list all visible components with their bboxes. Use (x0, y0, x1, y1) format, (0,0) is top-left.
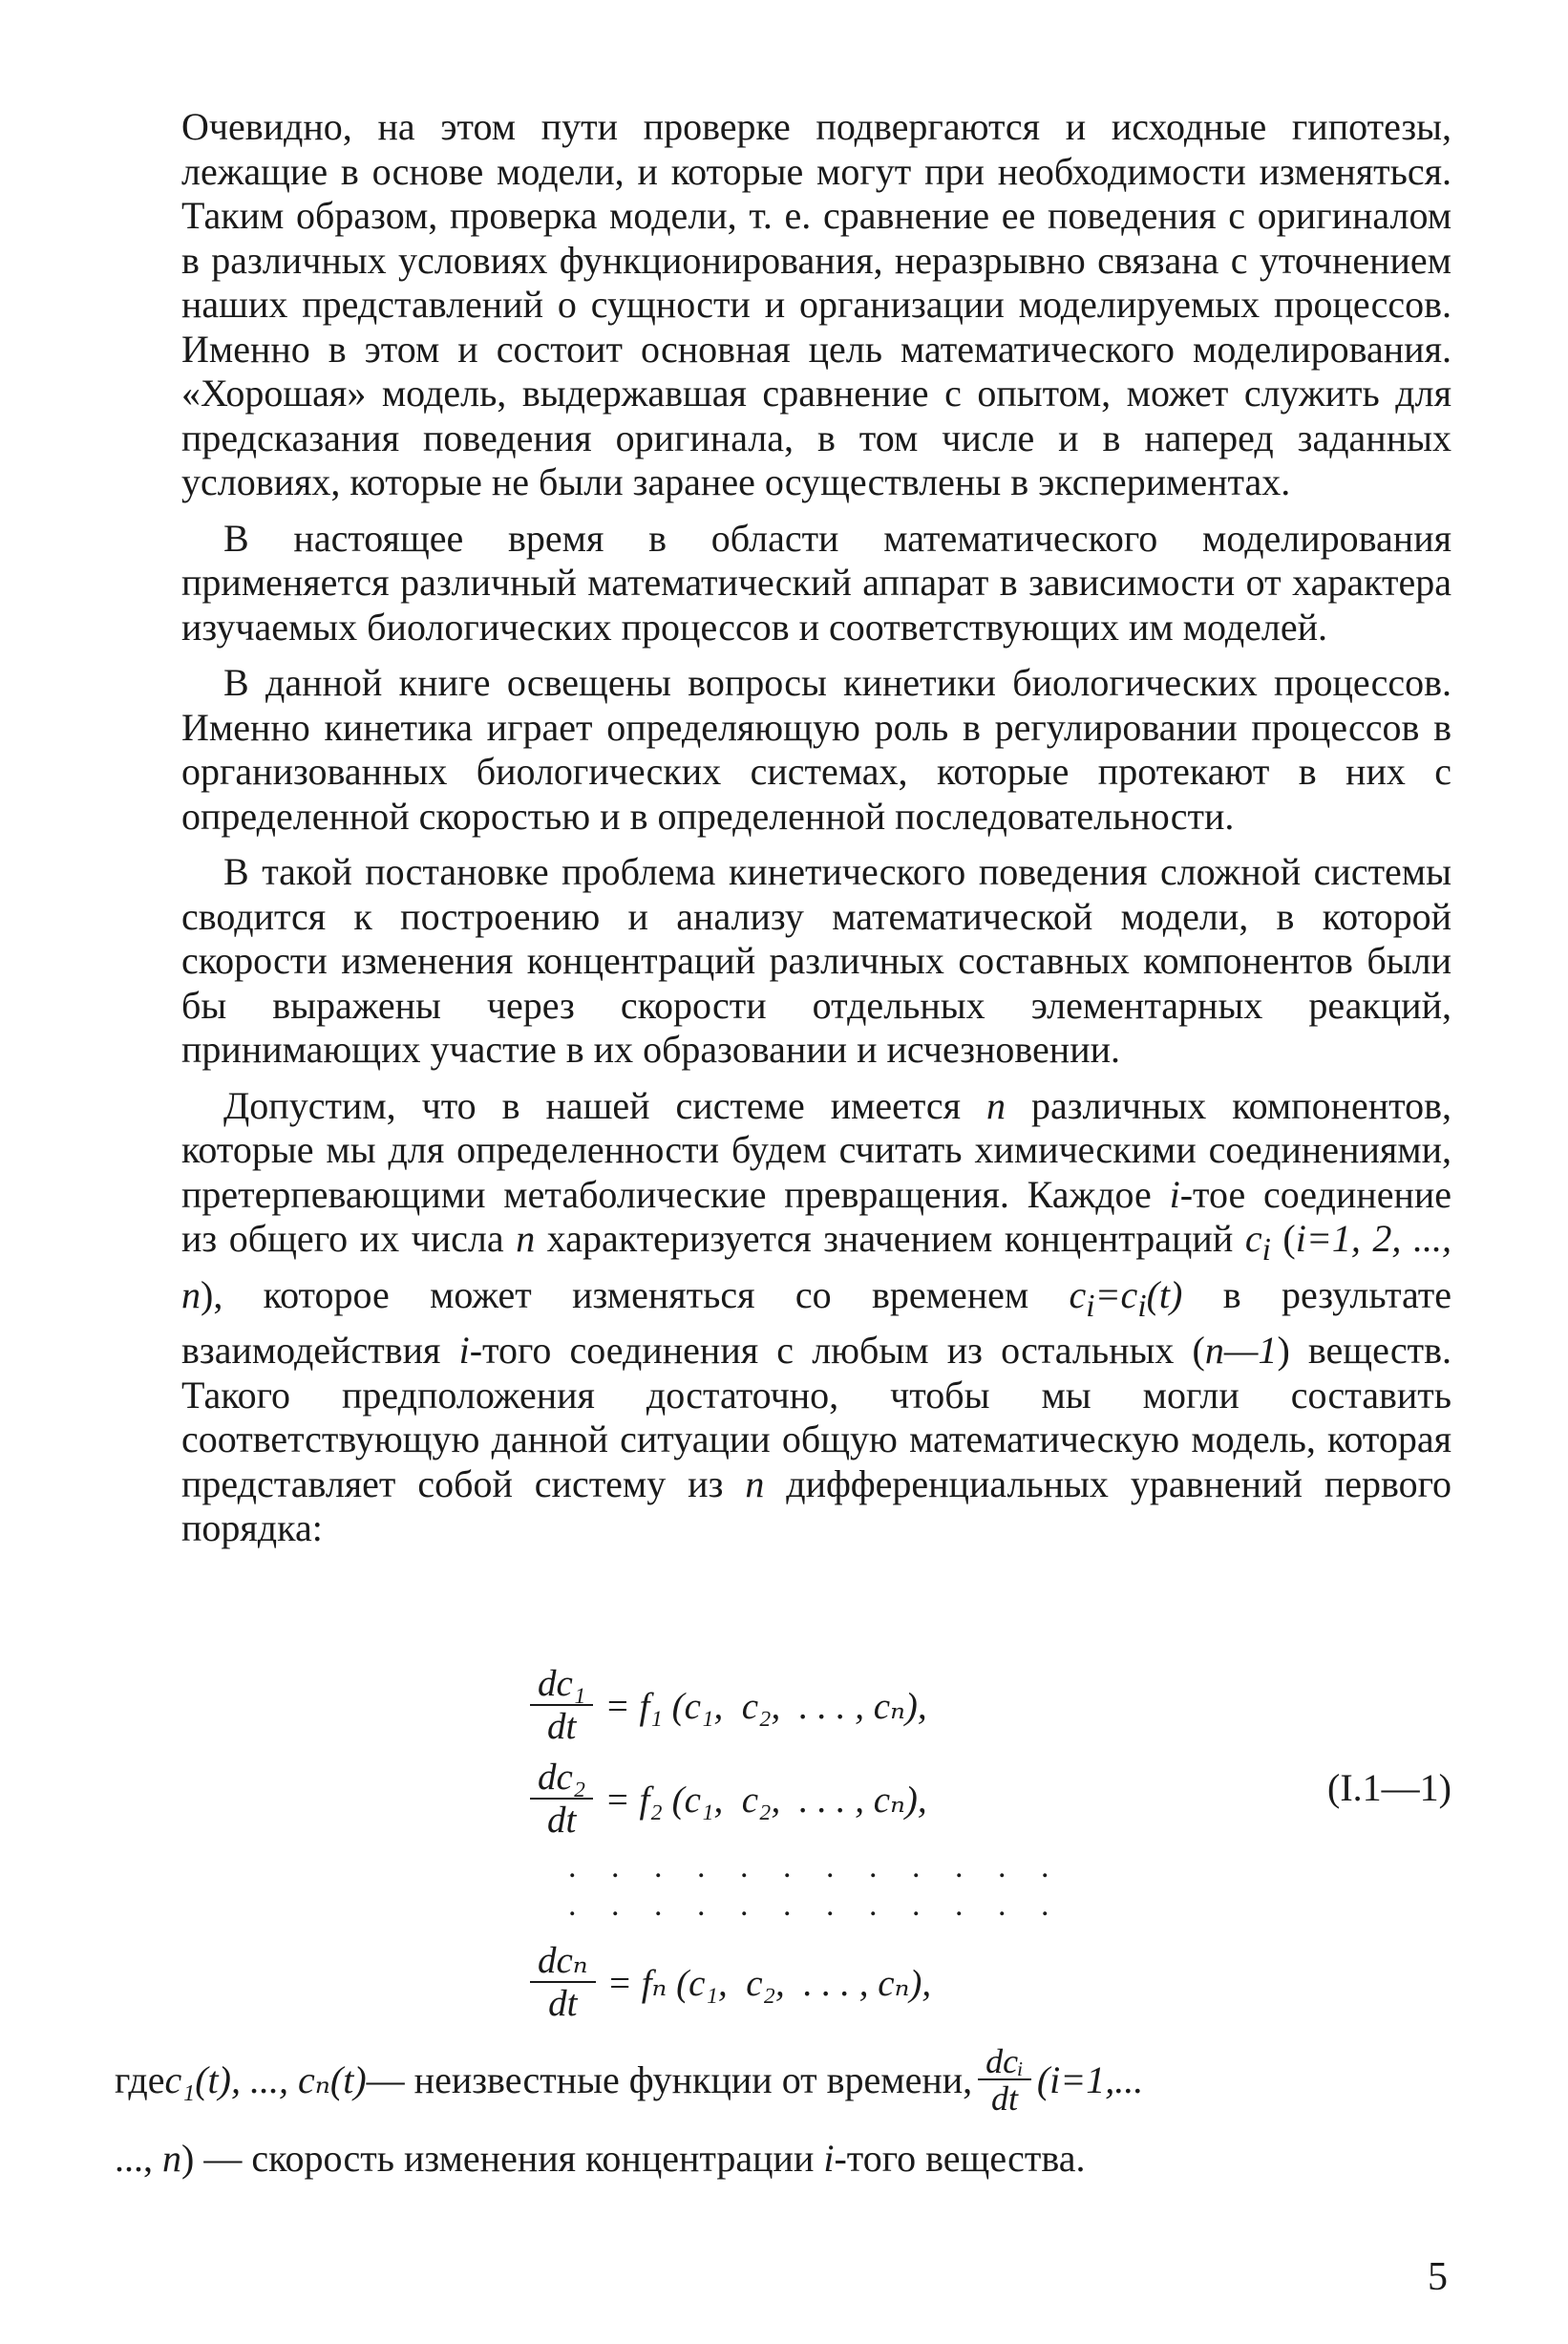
derivative-fraction (530, 1664, 593, 1748)
unknown-functions: c₁(t), ..., cₙ(t) (164, 2058, 367, 2101)
fraction-denominator: dt (991, 2079, 1019, 2118)
paragraph-4: В такой постановке проблема кинетического поведения сложной системы сводится к построению и анализу математической модели, в которой скорости изменения концентраций различных составных компонентов были бы выражены через скорости отдельных элементарных реакций, принимающих участие в их образовании и исчезновении. (181, 850, 1451, 1071)
body-text (181, 105, 1451, 1563)
p5-sub-i: i (1261, 1232, 1271, 1268)
where-tail: (i=1,... (1036, 2058, 1144, 2101)
fraction-denominator: dt (548, 1983, 578, 2024)
equation-rhs: = fₙ (c₁, c₂, . . . , cₙ), (606, 1962, 932, 2004)
equation-rhs: = f₂ (c₁, c₂, . . . , cₙ), (604, 1779, 927, 1821)
equation-rhs: = f₁ (c₁, c₂, . . . , cₙ), (604, 1685, 927, 1727)
p5-var-c: c (1244, 1217, 1262, 1260)
p5-text-7: в результате взаимодействия (181, 1272, 1451, 1372)
p5-text-10: дифференциальных уравнений первого порядка: (181, 1461, 1451, 1549)
p5-var-i: i (458, 1329, 470, 1372)
page-number: 5 (1428, 2255, 1448, 2299)
p5-range: i=1, 2, ..., n (181, 1217, 1452, 1316)
p5-text-6: ), которое может изменяться со временем (201, 1272, 1070, 1316)
fraction-numerator: dc₁ (530, 1664, 593, 1706)
p5-sub-i: i (1137, 1288, 1147, 1324)
where-middle: — неизвестные функции от времени, (366, 2058, 973, 2101)
p5-text-8: -того соединения с любым из остальных ( (469, 1329, 1205, 1372)
p5-text-2: различных компонентов, которые мы для определенности будем считать химическими соединениями, претерпевающими метаболические превращения. Каждое (181, 1083, 1451, 1216)
p5-var-c: c (1069, 1272, 1087, 1316)
derivative-fraction (978, 2044, 1031, 2117)
p5-sub-i: i (1086, 1288, 1095, 1324)
derivative-fraction (530, 1941, 596, 2025)
closing-var-i: i (823, 2137, 835, 2180)
p5-var-t: (t) (1146, 1272, 1183, 1316)
p5-text-5: ( (1270, 1217, 1296, 1260)
p5-var-n: n (516, 1217, 536, 1260)
ellipsis-row: . . . . . . . . . . . . (568, 1887, 1063, 1923)
p5-var-n: n (745, 1461, 765, 1505)
ellipsis-row: . . . . . . . . . . . . (568, 1849, 1063, 1885)
p5-text-9: ) веществ. Такого предположения достаточно, чтобы мы могли составить соответствующую данной ситуации общую математическую модель, которая представляет собой систему из (181, 1329, 1451, 1505)
where-prefix: где (115, 2058, 165, 2101)
closing-var-n: n (162, 2137, 181, 2180)
closing-start: ..., (115, 2137, 162, 2180)
equation-n (530, 1939, 931, 2027)
where-clause (115, 2044, 1451, 2117)
derivative-fraction (530, 1758, 593, 1842)
p5-n-minus-1: n—1 (1204, 1329, 1278, 1372)
fraction-denominator: dt (547, 1706, 577, 1747)
fraction-numerator: dc₂ (530, 1758, 593, 1800)
fraction-denominator: dt (547, 1800, 577, 1841)
p5-var-i: i (1169, 1172, 1180, 1216)
equation-1 (530, 1662, 927, 1750)
equation-system (530, 1662, 1451, 2035)
p5-text-1: Допустим, что в нашей системе имеется (223, 1083, 986, 1127)
paragraph-1: Очевидно, на этом пути проверке подвергаются и исходные гипотезы, лежащие в основе модели, и которые могут при необходимости изменяться. Таким образом, проверка модели, т. е. сравнение ее поведения с оригиналом в различных условиях функционирования, неразрывно связана с уточнением наших представлений о сущности и организации моделируемых процессов. Именно в этом и состоит основная цель математического моделирования. «Хорошая» модель, выдержавшая сравнение с опытом, может служить для предсказания поведения оригинала, в том числе и в наперед заданных условиях, которые не были заранее осуществлены в экспериментах. (181, 105, 1451, 503)
closing-rest: ) — скорость изменения концентрации (181, 2137, 824, 2180)
equation-label: (I.1—1) (1327, 1766, 1451, 1809)
p5-var-n: n (986, 1083, 1006, 1127)
fraction-numerator: dcₙ (530, 1941, 596, 1983)
paragraph-3: В данной книге освещены вопросы кинетики биологических процессов. Именно кинетика играет определяющую роль в регулировании процессов в организованных биологических системах, которые протекают в них с определенной скоростью и в определенной последовательности. (181, 661, 1451, 838)
closing-line (115, 2136, 1085, 2181)
paragraph-2: В настоящее время в области математического моделирования применяется различный математический аппарат в зависимости от характера изучаемых биологических процессов и соответствующих им моделей. (181, 516, 1451, 649)
p5-text-3: -тое соединение из общего их числа (181, 1172, 1452, 1260)
closing-end: -того вещества. (834, 2137, 1086, 2180)
equation-2 (530, 1756, 927, 1843)
p5-text-4: характеризуется значением концентраций (535, 1217, 1245, 1260)
p5-eq: =c (1094, 1272, 1138, 1316)
fraction-numerator: dcᵢ (978, 2044, 1031, 2080)
paragraph-5 (181, 1084, 1451, 1551)
